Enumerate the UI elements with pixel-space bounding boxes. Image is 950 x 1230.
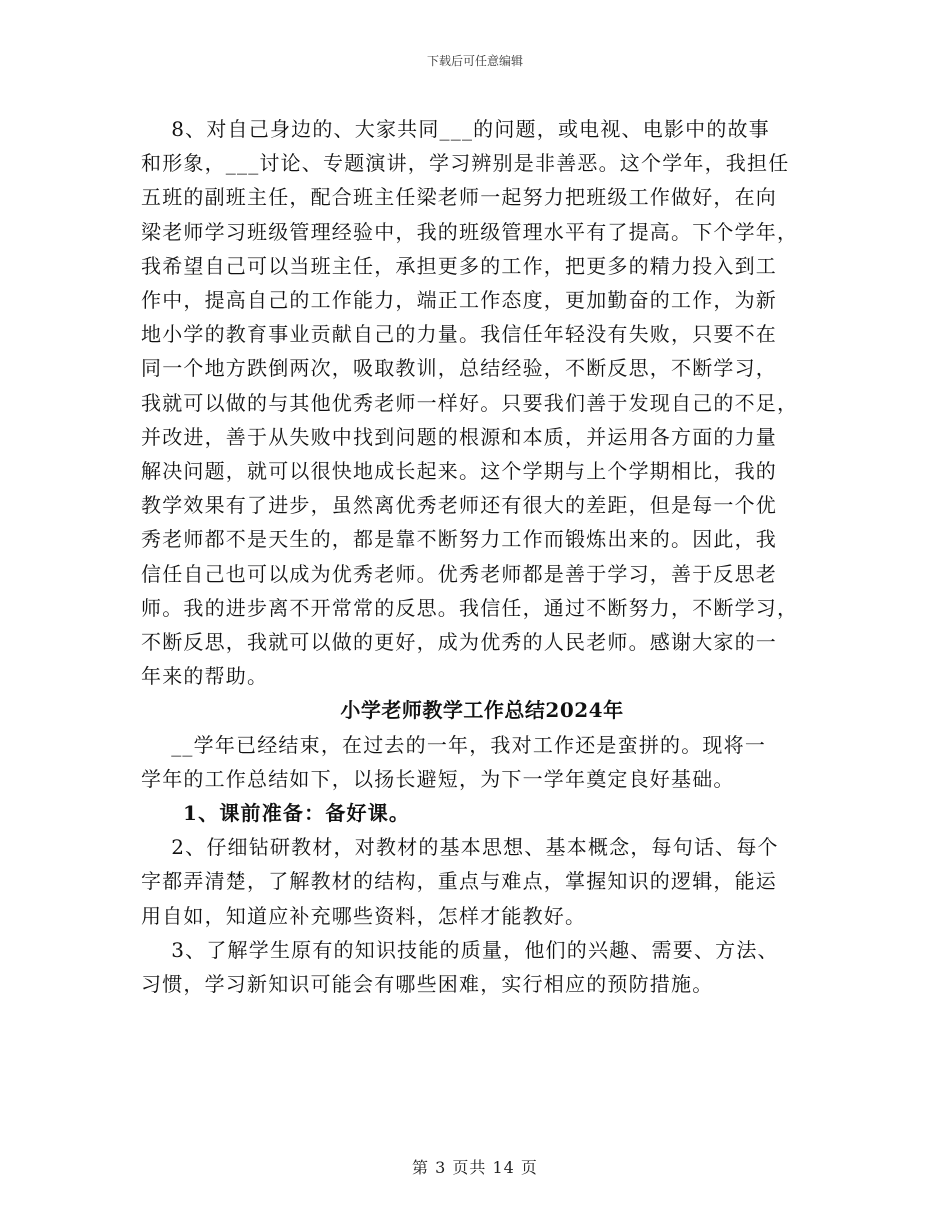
paragraph-item-8 bbox=[141, 112, 803, 693]
text-line: 信任自己也可以成为优秀老师。优秀老师都是善于学习，善于反思老 bbox=[141, 561, 777, 586]
document-body bbox=[141, 112, 803, 1001]
text-line: 和形象，___讨论、专题演讲，学习辨别是非善恶。这个学年，我担任 bbox=[141, 151, 790, 176]
text-line: 8、对自己身边的、大家共同___的问题，或电视、电影中的故事 bbox=[141, 117, 770, 141]
subheading-lesson-prep: 1、课前准备：备好课。 bbox=[183, 801, 411, 826]
text-line: 五班的副班主任，配合班主任梁老师一起努力把班级工作做好，在向 bbox=[141, 185, 777, 210]
text-line: 教学效果有了进步，虽然离优秀老师还有很大的差距，但是每一个优 bbox=[141, 493, 777, 518]
text-line: 字都弄清楚，了解教材的结构，重点与难点，掌握知识的逻辑，能运 bbox=[141, 869, 777, 894]
text-line: 梁老师学习班级管理经验中，我的班级管理水平有了提高。下个学年， bbox=[141, 219, 799, 244]
text-line: 2、仔细钻研教材，对教材的基本思想、基本概念，每句话、每个 bbox=[141, 835, 779, 860]
paragraph-item-2 bbox=[141, 830, 803, 933]
text-line: 我希望自己可以当班主任，承担更多的工作，把更多的精力投入到工 bbox=[141, 253, 777, 278]
text-line: 学年的工作总结如下，以扬长避短，为下一学年奠定良好基础。 bbox=[141, 766, 735, 791]
section-title: 小学老师教学工作总结2024年 bbox=[340, 698, 624, 723]
text-line: 解决问题，就可以很快地成长起来。这个学期与上个学期相比，我的 bbox=[141, 459, 777, 484]
page-indicator: 第 3 页共 14 页 bbox=[412, 1158, 538, 1177]
text-line: 同一个地方跌倒两次，吸取教训，总结经验，不断反思，不断学习， bbox=[141, 356, 777, 381]
text-line: 年来的帮助。 bbox=[141, 664, 269, 689]
text-line: 秀老师都不是天生的，都是靠不断努力工作而锻炼出来的。因此，我 bbox=[141, 527, 777, 552]
paragraph-item-3 bbox=[141, 933, 803, 1001]
text-line: 3、了解学生原有的知识技能的质量，他们的兴趣、需要、方法、 bbox=[141, 937, 779, 962]
text-line: 不断反思，我就可以做的更好，成为优秀的人民老师。感谢大家的一 bbox=[141, 630, 777, 655]
text-line: 习惯，学习新知识可能会有哪些困难，实行相应的预防措施。 bbox=[141, 972, 714, 997]
text-line: __学年已经结束，在过去的一年，我对工作还是蛮拼的。现将一 bbox=[141, 732, 767, 757]
paragraph-intro bbox=[141, 728, 803, 796]
text-line: 我就可以做的与其他优秀老师一样好。只要我们善于发现自己的不足， bbox=[141, 390, 799, 415]
text-line: 地小学的教育事业贡献自己的力量。我信任年轻没有失败，只要不在 bbox=[141, 322, 777, 347]
text-line: 用自如，知道应补充哪些资料，怎样才能教好。 bbox=[141, 903, 587, 928]
text-line: 作中，提高自己的工作能力，端正工作态度，更加勤奋的工作，为新 bbox=[141, 288, 777, 313]
header-note: 下载后可任意编辑 bbox=[426, 54, 523, 68]
text-line: 并改进，善于从失败中找到问题的根源和本质，并运用各方面的力量 bbox=[141, 424, 777, 449]
text-line: 师。我的进步离不开常常的反思。我信任，通过不断努力，不断学习， bbox=[141, 595, 799, 620]
